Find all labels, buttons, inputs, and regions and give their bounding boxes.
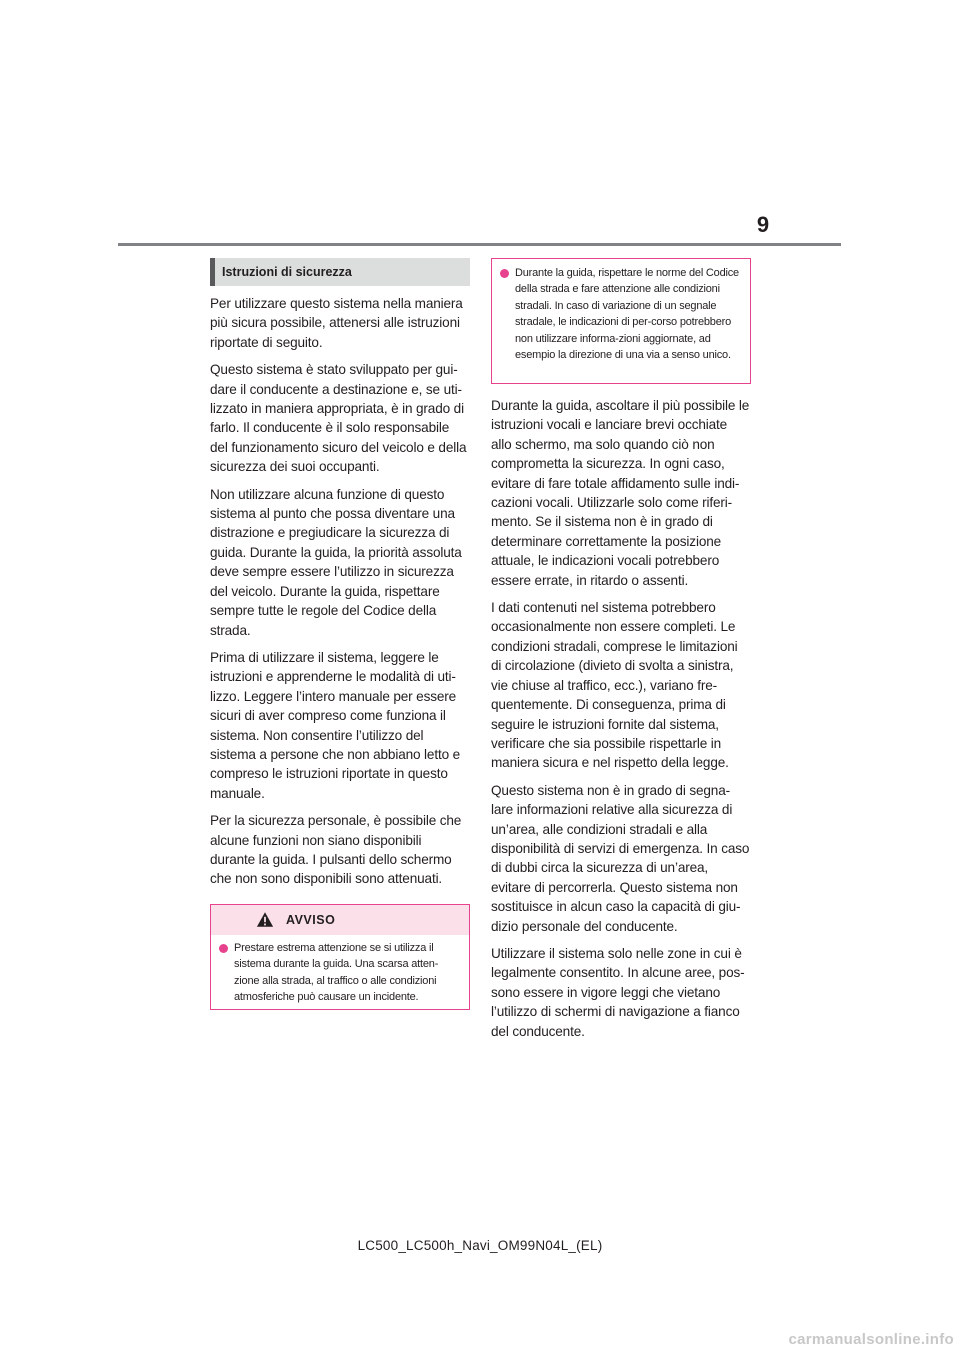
paragraph: Per utilizzare questo sistema nella maniera più sicura possibile, attenersi alle istruzioni riportate di seguito. <box>210 296 463 350</box>
left-column <box>210 258 470 1010</box>
header-rule <box>118 243 841 246</box>
warning-item <box>211 935 469 1011</box>
page-number: 9 <box>756 212 770 237</box>
paragraph: Questo sistema è stato sviluppato per gui-dare il conducente a destinazione e, se uti-lizzato in maniera appropriata, è in grado di farlo. Il conducente è il solo responsabile del funzionamento sicuro del veicolo e della sicurezza dei suoi occupanti. <box>210 362 467 475</box>
paragraph: Durante la guida, ascoltare il più possibile le istruzioni vocali e lanciare brevi occhiate allo schermo, ma solo quando ciò non comprometta la sicurezza. In ogni caso, evitare di fare totale affidamento sulle indi-cazioni vocali. Utilizzarle solo come riferi-mento. Se il sistema non è in grado di determinare correttamente la posizione attuale, le indicazioni vocali potrebbero essere errate, in ritardo o assenti. <box>491 398 750 588</box>
note-text: Durante la guida, rispettare le norme del Codice della strada e fare attenzione alle condizioni stradali. In caso di variazione di un segnale stradale, le indicazioni di per-corso potrebbero non utilizzare informa-zioni aggiornate, ad esempio la direzione di una via a senso unico. <box>515 267 739 362</box>
bullet-icon <box>219 944 228 953</box>
paragraph: Per la sicurezza personale, è possibile che alcune funzioni non siano disponibili durante la guida. I pulsanti dello schermo che non sono disponibili sono attenuati. <box>210 813 462 887</box>
warning-text: Prestare estrema attenzione se si utilizza il sistema durante la guida. Una scarsa atten-zione alla strada, al traffico o alle condizioni atmosferiche può causare un incidente. <box>234 941 439 1003</box>
paragraph: Utilizzare il sistema solo nelle zone in cui è legalmente consentito. In alcune aree, pos-sono essere in vigore leggi che vietano l’utilizzo di schermi di navigazione a fianco del conducente. <box>491 945 745 1039</box>
bullet-icon <box>500 269 509 278</box>
warning-header <box>211 905 469 935</box>
note-box <box>491 258 751 384</box>
section-header: Istruzioni di sicurezza <box>210 258 470 286</box>
paragraph: Prima di utilizzare il sistema, leggere le istruzioni e apprenderne le modalità di uti-lizzo. Leggere l’intero manuale per essere sicuri di aver compreso come funziona il sistema. Non consentire l’utilizzo del sistema a persone che non abbiano letto e compreso le istruzioni riportate in questo manuale. <box>210 649 461 801</box>
paragraph: I dati contenuti nel sistema potrebbero occasionalmente non essere completi. Le condizioni stradali, comprese le limitazioni di circolazione (divieto di svolta a sinistra, vie chiuse al traffico, ecc.), variano fre-quentemente. Di conseguenza, prima di seguire le istruzioni fornite dal sistema, verificare che sia possibile rispettarle in maniera sicura e nel rispetto della legge. <box>491 600 738 771</box>
warning-triangle-icon <box>256 911 274 928</box>
warning-box <box>210 904 470 1010</box>
paragraph: Non utilizzare alcuna funzione di questo sistema al punto che possa diventare una distrazione e pregiudicare la sicurezza di guida. Durante la guida, la priorità assoluta deve sempre essere l’utilizzo in sicurezza del veicolo. Durante la guida, rispettare sempre tutte le regole del Codice della strada. <box>210 486 462 638</box>
document-code: LC500_LC500h_Navi_OM99N04L_(EL) <box>357 1238 603 1253</box>
watermark-link[interactable]: carmanualsonline.info <box>788 1330 954 1348</box>
paragraph: Questo sistema non è in grado di segna-lare informazioni relative alla sicurezza di un’area, alle condizioni stradali e alla disponibilità di servizi di emergenza. In caso di dubbi circa la sicurezza di un’area, evitare di percorrerla. Questo sistema non sostituisce in alcun caso la capacità di giu-dizio personale del conducente. <box>491 782 750 934</box>
warning-title: AVVISO <box>286 912 336 927</box>
right-column <box>491 258 751 1049</box>
